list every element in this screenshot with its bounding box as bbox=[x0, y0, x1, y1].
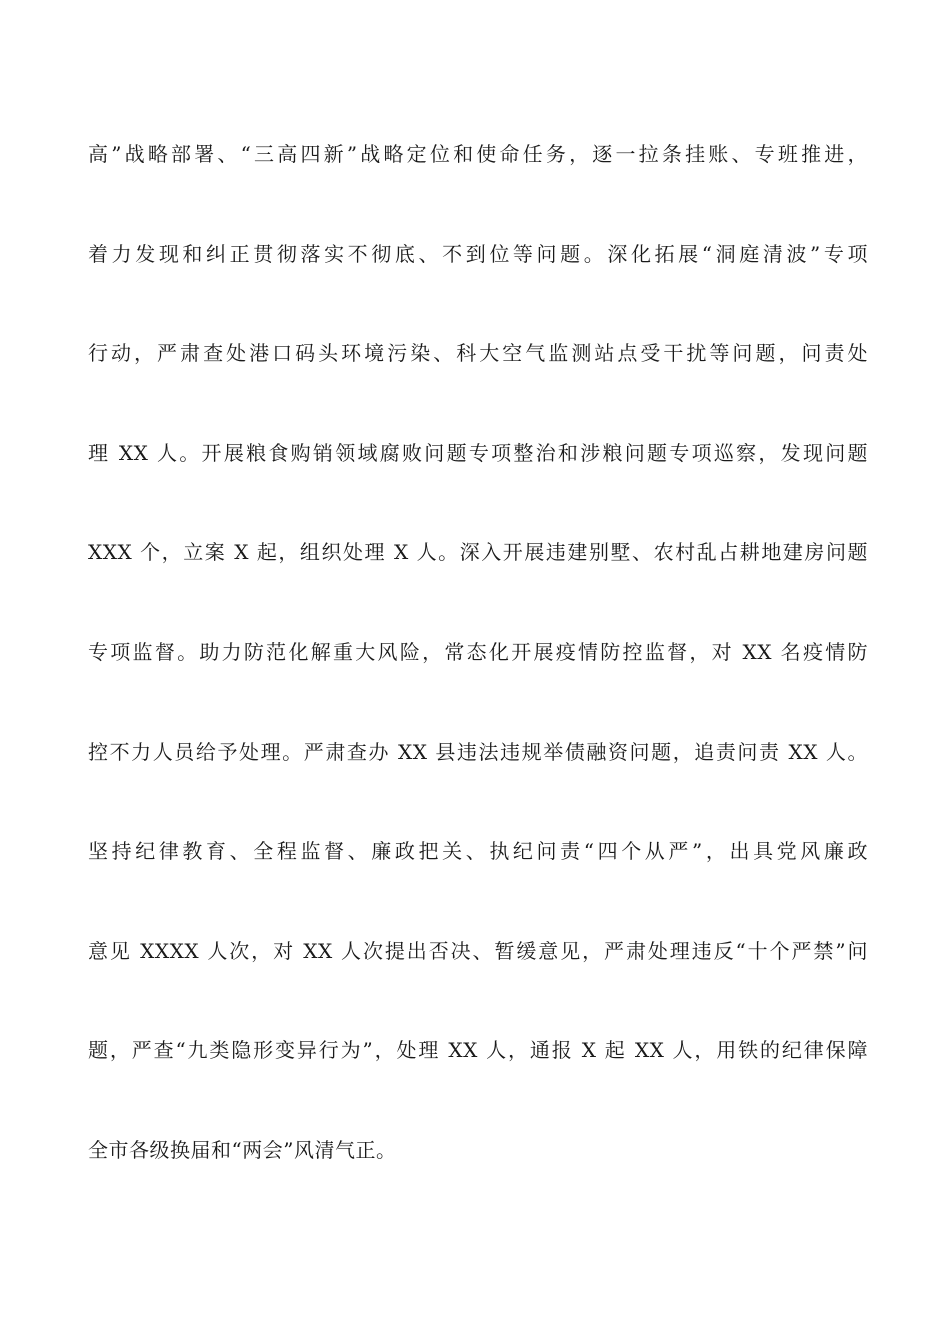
text-line: 控不力人员给予处理。严肃查办 XX 县违法违规举债融资问题，追责问责 XX 人。 bbox=[88, 739, 868, 764]
text-line: 专项监督。助力防范化解重大风险，常态化开展疫情防控监督，对 XX 名疫情防 bbox=[88, 639, 868, 664]
text-line: 理 XX 人。开展粮食购销领域腐败问题专项整治和涉粮问题专项巡察，发现问题 bbox=[88, 440, 868, 465]
body-text bbox=[88, 129, 868, 1225]
text-line: 着力发现和纠正贯彻落实不彻底、不到位等问题。深化拓展“洞庭清波”专项 bbox=[88, 241, 868, 266]
text-line: XXX 个，立案 X 起，组织处理 X 人。深入开展违建别墅、农村乱占耕地建房问题 bbox=[88, 540, 868, 565]
text-line: 坚持纪律教育、全程监督、廉政把关、执纪问责“四个从严”，出具党风廉政 bbox=[88, 839, 868, 864]
text-line: 意见 XXXX 人次，对 XX 人次提出否决、暂缓意见，严肃处理违反“十个严禁”问 bbox=[88, 938, 868, 963]
text-line: 行动，严肃查处港口码头环境污染、科大空气监测站点受干扰等问题，问责处 bbox=[88, 341, 868, 366]
text-line: 全市各级换届和“两会”风清气正。 bbox=[88, 1137, 397, 1162]
text-line: 高”战略部署、“三高四新”战略定位和使命任务，逐一拉条挂账、专班推进， bbox=[88, 142, 868, 166]
text-line: 题，严查“九类隐形变异行为”，处理 XX 人，通报 X 起 XX 人，用铁的纪律保障 bbox=[88, 1038, 868, 1063]
